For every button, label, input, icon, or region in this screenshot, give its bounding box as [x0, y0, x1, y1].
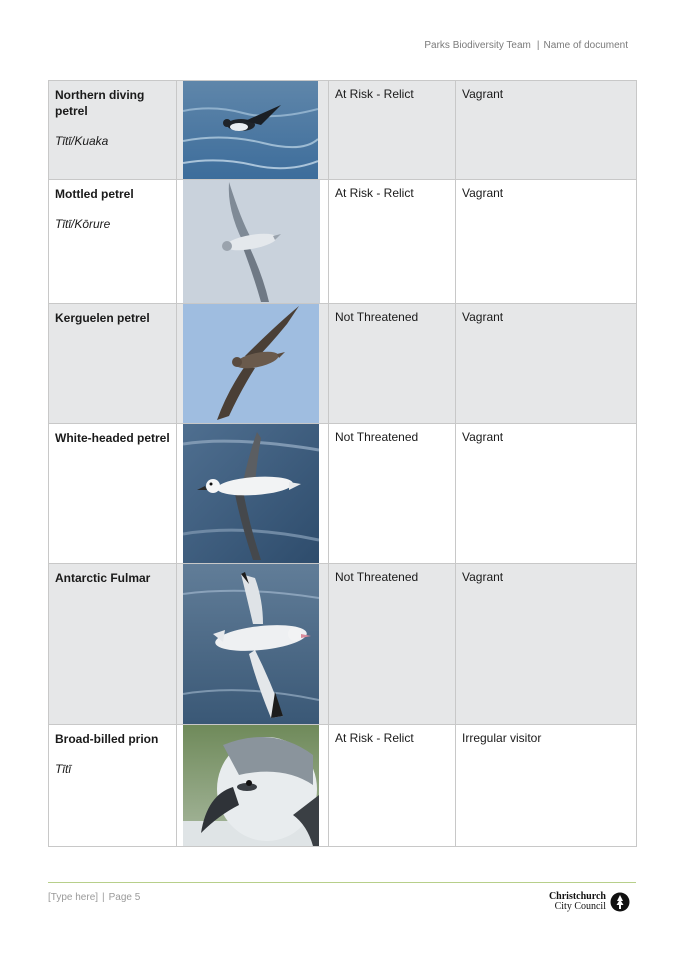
species-cell	[49, 725, 177, 847]
occurrence-text: Irregular visitor	[462, 731, 542, 745]
occurrence-text: Vagrant	[462, 87, 504, 101]
header-doc-name: Name of document	[543, 40, 628, 51]
occurrence-cell	[456, 725, 637, 847]
occurrence-cell	[456, 304, 637, 424]
species-maori-name: Tītī/Kuaka	[55, 134, 109, 148]
footer-separator: |	[102, 892, 105, 903]
occurrence-cell	[456, 564, 637, 725]
species-cell	[49, 564, 177, 725]
occurrence-text: Vagrant	[462, 430, 504, 444]
table-row	[49, 180, 637, 304]
occurrence-cell	[456, 180, 637, 304]
status-cell	[329, 180, 456, 304]
status-text: Not Threatened	[335, 310, 419, 324]
photo-cell	[177, 81, 329, 180]
bird-photo-icon	[183, 424, 319, 563]
logo-line2: City Council	[554, 901, 606, 912]
table-row	[49, 304, 637, 424]
logo-text	[549, 892, 606, 912]
logo-line1: Christchurch	[548, 891, 606, 902]
species-name: Mottled petrel	[55, 187, 134, 201]
page-header	[424, 40, 628, 51]
council-emblem-icon	[610, 892, 630, 912]
page-footer	[48, 892, 140, 903]
species-cell	[49, 304, 177, 424]
photo-cell	[177, 304, 329, 424]
status-text: At Risk - Relict	[335, 731, 414, 745]
status-cell	[329, 564, 456, 725]
footer-rule	[48, 882, 636, 883]
bird-photo-icon	[183, 304, 319, 423]
photo-cell	[177, 424, 329, 564]
table-row	[49, 725, 637, 847]
species-name: Antarctic Fulmar	[55, 571, 151, 585]
photo-cell	[177, 564, 329, 725]
species-cell	[49, 180, 177, 304]
occurrence-text: Vagrant	[462, 310, 504, 324]
page-number: Page 5	[108, 892, 141, 903]
occurrence-text: Vagrant	[462, 186, 504, 200]
status-cell	[329, 304, 456, 424]
status-text: Not Threatened	[335, 570, 419, 584]
table-row	[49, 564, 637, 725]
species-name: Kerguelen petrel	[55, 311, 150, 325]
bird-photo-icon	[183, 81, 318, 179]
table-row	[49, 424, 637, 564]
species-table	[48, 80, 637, 847]
status-cell	[329, 725, 456, 847]
header-team: Parks Biodiversity Team	[424, 40, 531, 51]
header-separator: |	[536, 40, 540, 51]
table-row	[49, 81, 637, 180]
species-maori-name: Tītī/Kōrure	[55, 217, 111, 231]
status-cell	[329, 81, 456, 180]
footer-placeholder[interactable]: [Type here]	[48, 892, 99, 903]
species-name: Northern diving petrel	[55, 88, 145, 118]
status-cell	[329, 424, 456, 564]
status-text: At Risk - Relict	[335, 186, 414, 200]
species-cell	[49, 424, 177, 564]
status-text: At Risk - Relict	[335, 87, 414, 101]
species-maori-name: Tītī	[55, 762, 71, 776]
species-name: White-headed petrel	[55, 431, 170, 445]
species-cell	[49, 81, 177, 180]
bird-photo-icon	[183, 180, 320, 303]
bird-photo-icon	[183, 564, 319, 724]
occurrence-cell	[456, 81, 637, 180]
occurrence-text: Vagrant	[462, 570, 504, 584]
status-text: Not Threatened	[335, 430, 419, 444]
bird-photo-icon	[183, 725, 319, 846]
occurrence-cell	[456, 424, 637, 564]
photo-cell	[177, 180, 329, 304]
council-logo	[549, 892, 630, 912]
species-name: Broad-billed prion	[55, 732, 159, 746]
photo-cell	[177, 725, 329, 847]
